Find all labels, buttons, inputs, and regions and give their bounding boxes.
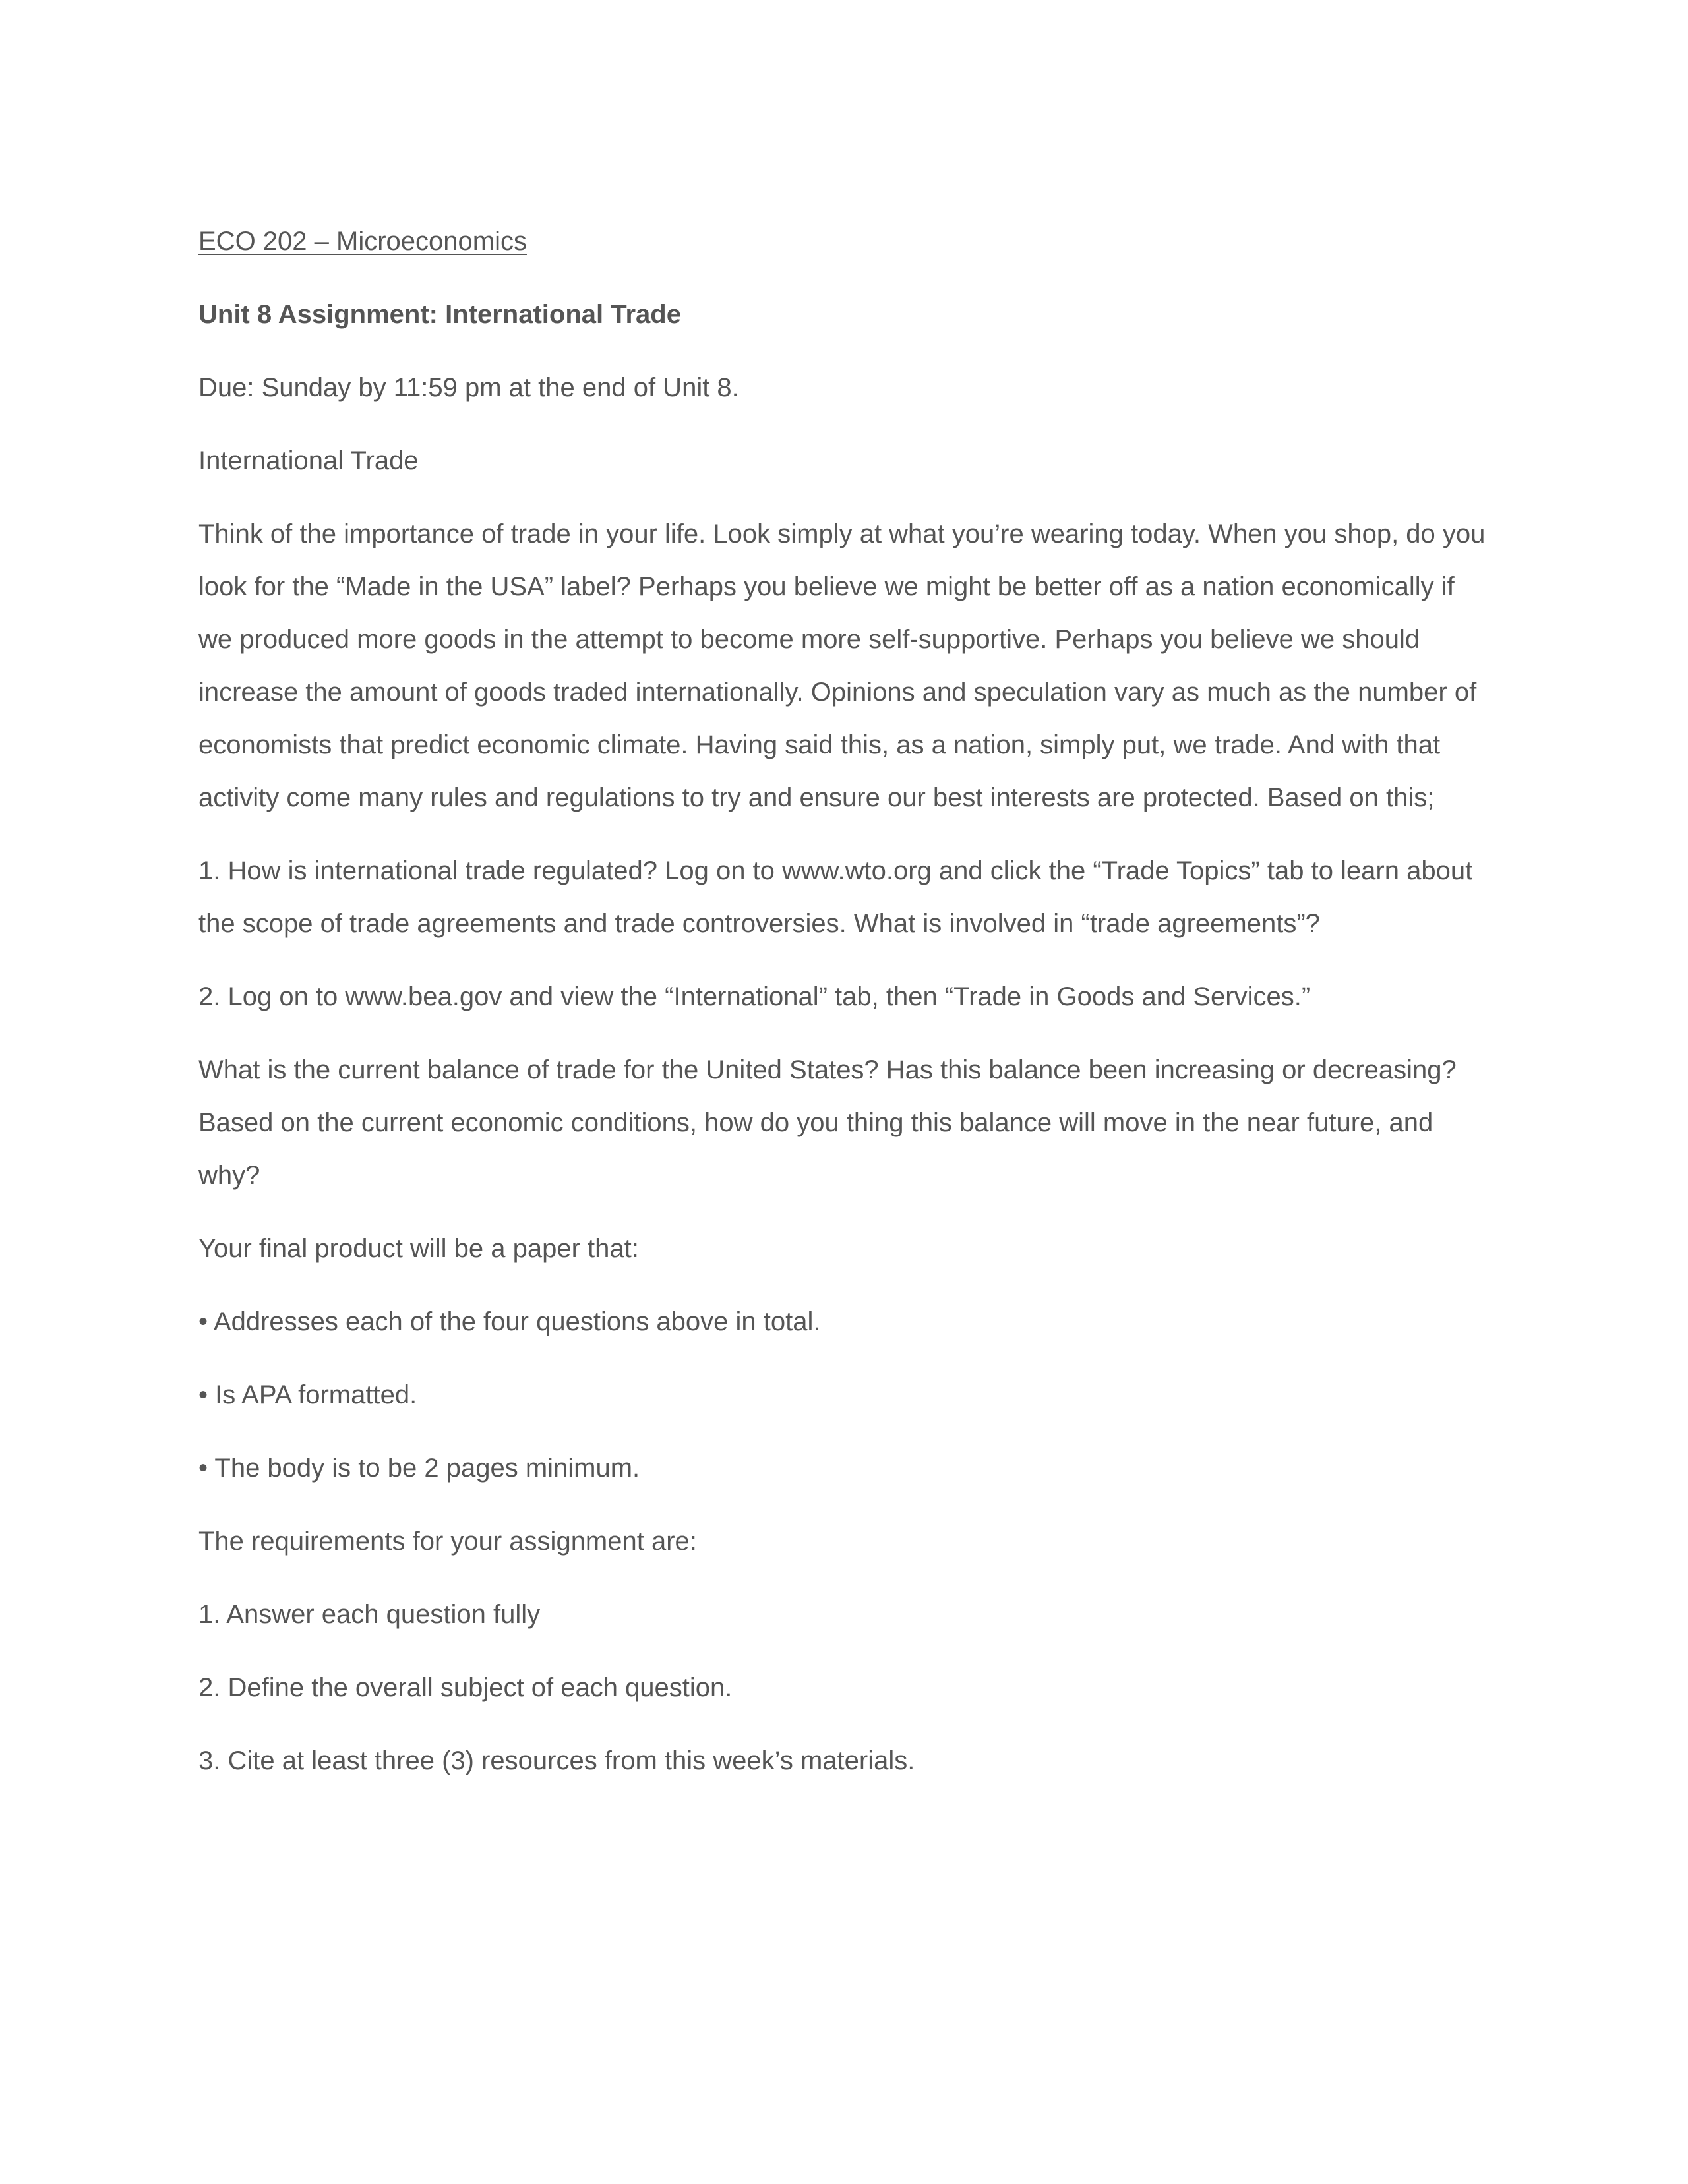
bullet-item: • The body is to be 2 pages minimum. [198, 1454, 640, 1483]
section-heading: International Trade [198, 446, 419, 475]
question-2-followup: What is the current balance of trade for the United States? Has this balance been increasing or decreasing? Based on the current economic conditions, how do you thing this balance will move in the near future, and why? [198, 1055, 1457, 1190]
requirement-item: 2. Define the overall subject of each question. [198, 1673, 733, 1702]
requirement-item: 3. Cite at least three (3) resources from this week’s materials. [198, 1746, 915, 1775]
requirements-intro: The requirements for your assignment are: [198, 1527, 697, 1556]
question-1: 1. How is international trade regulated? Log on to www.wto.org and click the “Trade Topics” tab to learn about the scope of trade agreements and trade controversies. What is involved in “trade agreements”? [198, 856, 1473, 938]
bullet-item: • Is APA formatted. [198, 1380, 417, 1409]
question-2: 2. Log on to www.bea.gov and view the “International” tab, then “Trade in Goods and Services.” [198, 982, 1311, 1011]
assignment-title: Unit 8 Assignment: International Trade [198, 300, 681, 329]
intro-paragraph: Think of the importance of trade in your life. Look simply at what you’re wearing today. When you shop, do you look for the “Made in the USA” label? Perhaps you believe we might be better off as a nation economically if we produced more goods in the attempt to become more self-supportive. Perhaps you believe we should increase the amount of goods traded internationally. Opinions and speculation vary as much as the number of economists that predict economic climate. Having said this, as a nation, simply put, we trade. And with that activity come many rules and regulations to try and ensure our best interests are protected. Based on this; [198, 519, 1486, 812]
bullet-item: • Addresses each of the four questions above in total. [198, 1307, 821, 1336]
final-product-intro: Your final product will be a paper that: [198, 1234, 639, 1263]
requirement-item: 1. Answer each question fully [198, 1600, 541, 1629]
due-date: Due: Sunday by 11:59 pm at the end of Unit 8. [198, 373, 739, 402]
document-page [198, 215, 1491, 1808]
course-title: ECO 202 – Microeconomics [198, 227, 527, 256]
